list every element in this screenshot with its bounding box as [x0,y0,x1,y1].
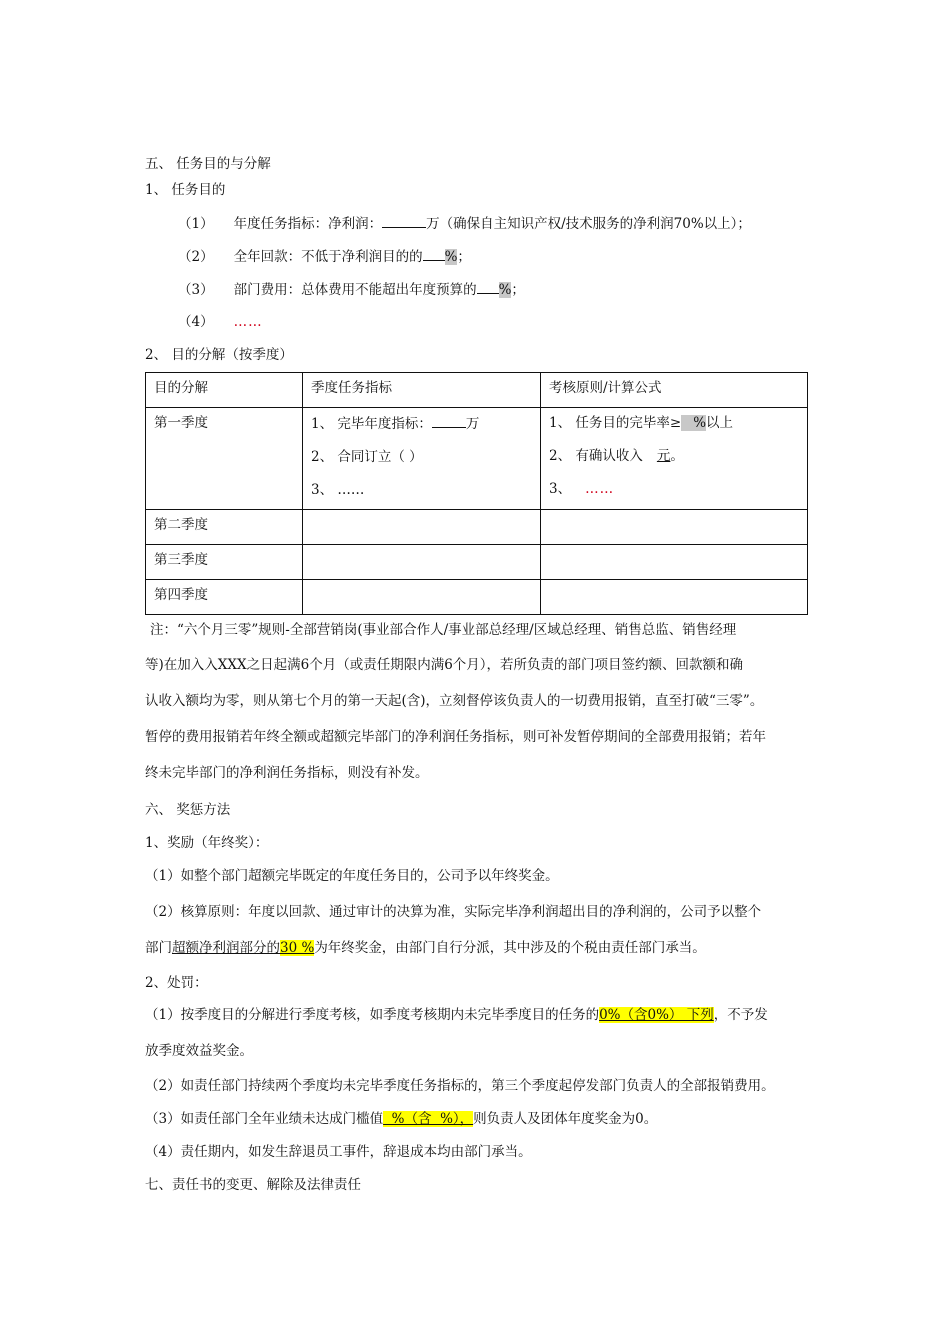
target-line [311,414,532,433]
item-text: 全年回款：不低于净利润目的的 [233,249,423,265]
note-line: 终未完毕部门的净利润任务指标，则没有补发。 [145,765,429,781]
note-line: 注：“六个月三零”规则-全部营销岗(事业部合作人/事业部总经理/区域总经理、销售总监、销售经理 [150,622,737,638]
ellipsis: …… [585,481,615,497]
percent-sign: % [444,249,458,265]
reward-text-end: 为年终奖金，由部门自行分派，其中涉及的个税由责任部门承当。 [314,940,706,956]
item-text-end: 万（确保自主知识产权/技术服务的净利润70%以上）； [426,216,751,232]
reward-item: （1）如整个部门超额完毕既定的年度任务目的，公司予以年终奖金。 [145,868,559,884]
penalty-item [145,1006,768,1024]
criteria-text: 2、 有确认收入 [549,448,643,464]
criteria-text: 1、 任务目的完毕率≥ [549,415,682,431]
item-text: 年度任务指标：净利润： [233,216,383,232]
target-line: 2、 合同订立（ ） [311,449,423,465]
section-5-title: 五、 任务目的与分解 [145,156,271,172]
empty-cell [541,580,808,615]
list-item [178,247,471,266]
section-7-title: 七、责任书的变更、解除及法律责任 [145,1177,361,1193]
penalty-item [145,1110,657,1128]
column-header: 目的分解 [146,373,303,408]
target-unit: 万 [465,416,480,432]
quarter-label: 第三季度 [146,545,303,580]
item-text: 部门费用：总体费用不能超出年度预算的 [233,282,477,298]
quarterly-breakdown-table [145,372,808,615]
percent-sign: % [681,415,706,431]
subsection-1-title: 1、 任务目的 [145,182,226,198]
list-item [178,214,751,233]
column-header: 季度任务指标 [303,373,541,408]
item-number: （1） [178,216,214,232]
list-item [178,313,263,331]
reward-underlined-text: 超额净利润部分的 [172,940,280,956]
empty-cell [303,510,541,545]
criteria-text: 3、 [549,481,572,497]
note-line: 认收入额均为零，则从第七个月的第一天起(含)，立刻督停该负责人的一切费用报销，直至打破“三零”。 [145,693,764,709]
reward-text: 部门 [145,940,172,956]
penalty-title: 2、处罚： [145,975,208,991]
budget-blank [477,280,499,294]
penalty-text: （3）如责任部门全年业绩未达成门槛值 [145,1111,384,1127]
penalty-threshold: 0%（含0%） 下列 [599,1007,714,1023]
item-number: （4） [178,314,214,330]
penalty-text-end: ，不予发 [713,1007,768,1023]
list-item [178,280,525,299]
quarter-targets [303,408,541,510]
table-row [146,510,808,545]
criteria-line [549,480,799,498]
currency-unit: 元 [656,448,671,464]
ellipsis: …… [233,314,263,330]
section-6-title: 六、 奖惩方法 [145,802,231,818]
criteria-text-end: 。 [670,448,684,464]
empty-cell [303,545,541,580]
reward-item: （2）核算原则：年度以回款、通过审计的决算为准，实际完毕净利润超出目的净利润的，公司予以整个 [145,904,762,920]
note-line: 等)在加入入XXX之日起满6个月（或责任期限内满6个月），若所负责的部门项目签约额、回款额和确 [145,657,744,673]
item-text-end: ； [457,249,471,265]
penalty-item-continued: 放季度效益奖金。 [145,1043,253,1059]
assessment-criteria [541,408,808,510]
quarter-label: 第二季度 [146,510,303,545]
penalty-text-end: 则负责人及团体年度奖金为0。 [473,1111,658,1127]
quarter-label: 第四季度 [146,580,303,615]
reward-item-continued [145,939,706,957]
target-line: 3、 …… [311,482,365,498]
table-row [146,408,808,510]
item-number: （3） [178,282,214,298]
subsection-2-title: 2、 目的分解（按季度） [145,347,293,363]
penalty-text: （1）按季度目的分解进行季度考核，如季度考核期内未完毕季度目的任务的 [145,1007,600,1023]
column-header: 考核原则/计算公式 [541,373,808,408]
table-row [146,545,808,580]
threshold-value: %（含 %）， [383,1111,474,1127]
penalty-item: （4）责任期内，如发生辞退员工事件，辞退成本均由部门承当。 [145,1144,532,1160]
net-profit-blank [382,214,426,228]
penalty-item: （2）如责任部门持续两个季度均未完毕季度任务指标的，第三个季度起停发部门负责人的全部报销费用。 [145,1078,775,1094]
criteria-text-end: 以上 [706,415,734,431]
percent-sign: % [498,282,512,298]
item-text-end: ； [511,282,525,298]
reward-title: 1、奖励（年终奖）： [145,835,269,851]
empty-cell [541,545,808,580]
note-line: 暂停的费用报销若年终全额或超额完毕部门的净利润任务指标，则可补发暂停期间的全部费用报销；若年 [145,729,766,745]
empty-cell [541,510,808,545]
target-text: 1、 完毕年度指标： [311,416,432,432]
empty-cell [303,580,541,615]
target-blank [432,414,466,428]
bonus-percentage: 30 % [280,940,315,956]
table-row [146,580,808,615]
criteria-line [549,447,799,465]
table-header-row [146,373,808,408]
item-number: （2） [178,249,214,265]
collection-blank [423,247,445,261]
quarter-label: 第一季度 [146,408,303,510]
criteria-line [549,414,799,432]
